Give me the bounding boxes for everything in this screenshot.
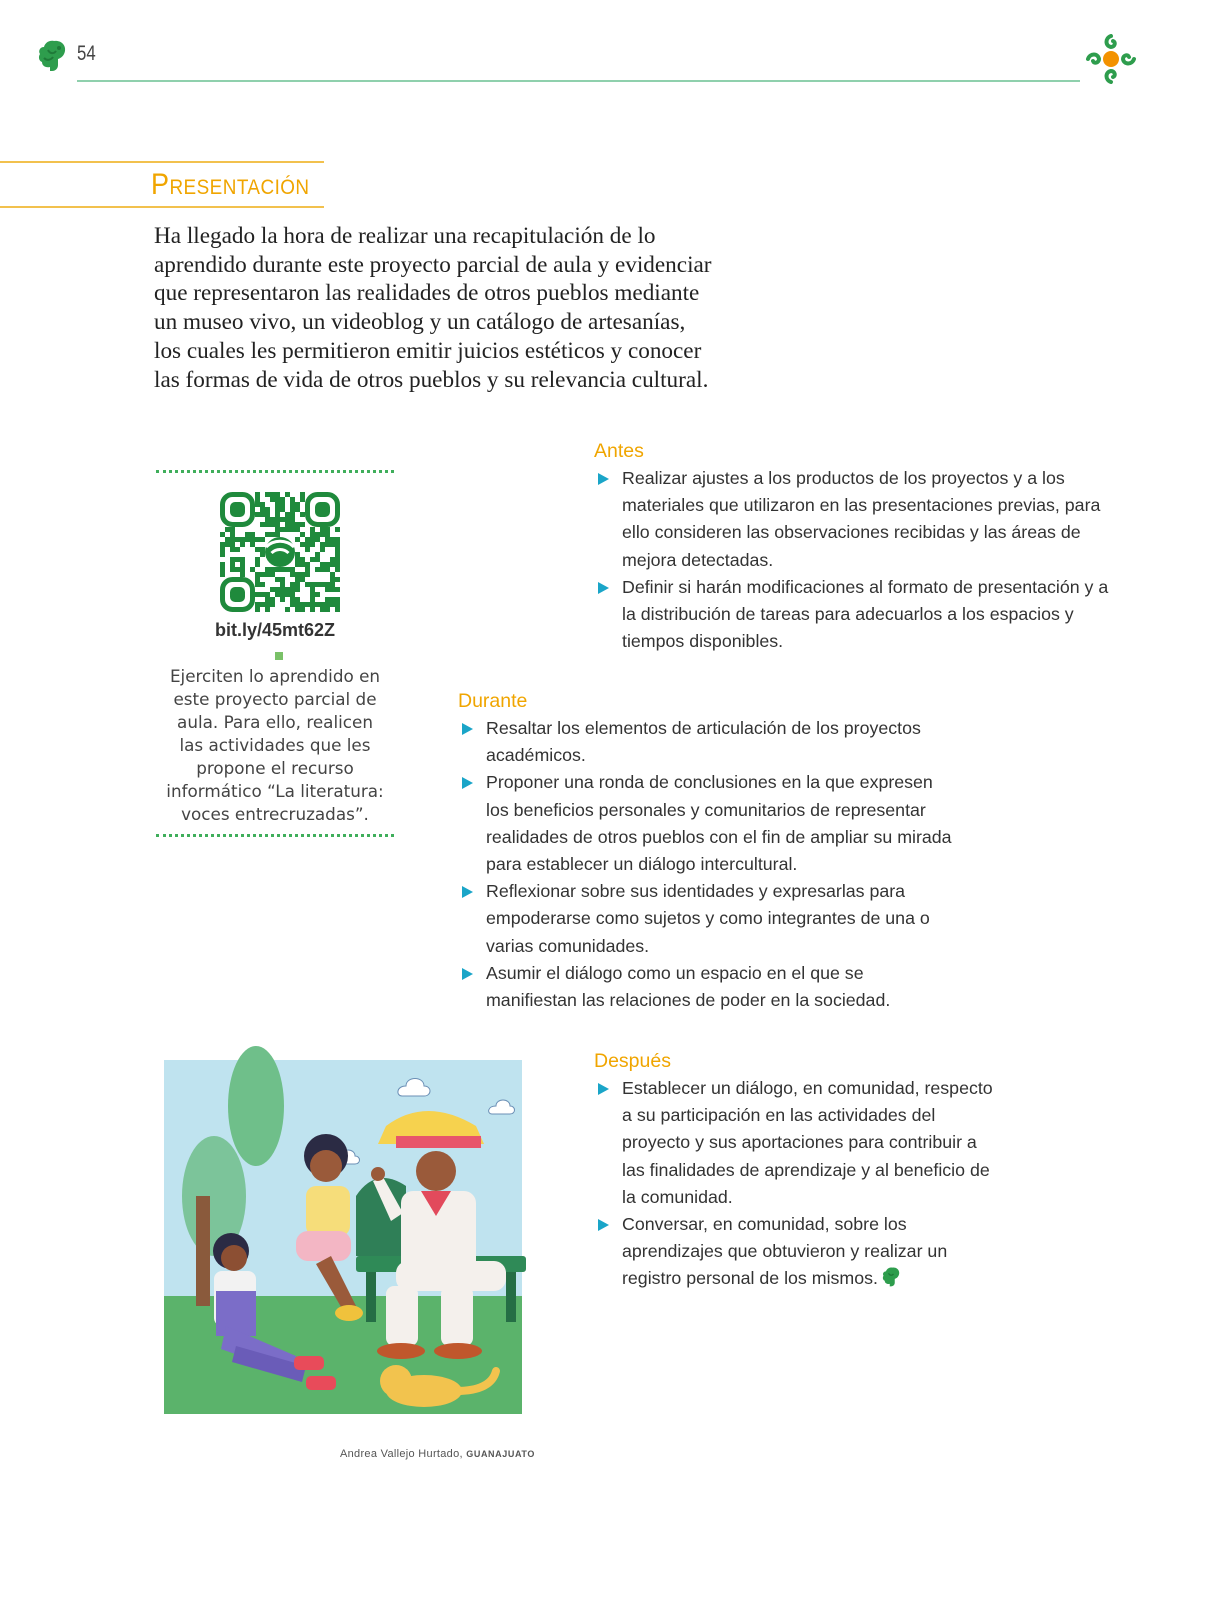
list-item [594, 465, 1114, 574]
intro-line: que representaron las realidades de otros pueblos mediante [154, 280, 700, 307]
page-number: 54 [77, 42, 96, 65]
antes-heading: Antes [594, 440, 644, 462]
list-item [458, 769, 958, 878]
leaf-head-icon [36, 38, 68, 74]
list-item [594, 1075, 994, 1211]
small-square-icon [275, 652, 283, 660]
list-item-text: Resaltar los elementos de articulación de los proyectos académicos. [486, 718, 921, 766]
triangle-bullet-icon [462, 777, 473, 789]
triangle-bullet-icon [462, 723, 473, 735]
intro-line: un museo vivo, un videoblog y un catálogo de artesanías, [154, 309, 686, 336]
flower-logo-icon [1085, 34, 1137, 84]
heading-rule-bottom [0, 206, 324, 208]
durante-list [458, 715, 958, 1014]
list-item-text: Reflexionar sobre sus identidades y expresarlas para empoderarse como sujetos y como integrantes de una o varias comunidades. [486, 881, 930, 956]
list-item-text: Establecer un diálogo, en comunidad, respecto a su participación en las actividades del proyecto y sus aportaciones para contribuir a las finalidades de aprendizaje y al beneficio de la comunidad. [622, 1078, 993, 1207]
triangle-bullet-icon [462, 886, 473, 898]
intro-paragraph [154, 222, 714, 394]
illustration-children-on-bench [156, 1046, 536, 1430]
intro-line: los cuales les permitieron emitir juicios estéticos y conocer [154, 337, 702, 364]
list-item [458, 715, 958, 769]
list-item-text: Definir si harán modificaciones al formato de presentación y a la distribución de tareas para adecuarlos a los espacios y tiempos disponibles. [622, 576, 1109, 652]
list-item [458, 960, 958, 1014]
list-item [594, 574, 1114, 656]
section-title: Presentación [151, 168, 310, 201]
despues-heading: Después [594, 1050, 671, 1072]
qr-caption: Ejerciten lo aprendido en este proyecto parcial de aula. Para ello, realicen las actividades que les propone el recurso informático “La literatura: voces entrecruzadas”. [166, 666, 384, 824]
qr-code[interactable] [220, 492, 340, 612]
triangle-bullet-icon [598, 1083, 609, 1095]
intro-line: aprendido durante este proyecto parcial de aula y evidenciar [154, 251, 712, 278]
triangle-bullet-icon [598, 473, 609, 485]
illustration-credit [340, 1448, 535, 1460]
qr-link[interactable]: bit.ly/45mt62Z [214, 620, 336, 640]
list-item-text: Proponer una ronda de conclusiones en la que expresen los beneficios personales y comunitarios de representar realidades de otros pueblos con el fin de ampliar su mirada para establecer un diálogo intercultural. [486, 772, 952, 875]
list-item [594, 1211, 994, 1293]
list-item [458, 878, 958, 960]
triangle-bullet-icon [598, 1219, 609, 1231]
list-item-text: Conversar, en comunidad, sobre los aprendizajes que obtuvieron y realizar un registro personal de los mismos. [622, 1214, 948, 1289]
qr-box-top-border [156, 470, 394, 473]
antes-list [594, 465, 1114, 655]
intro-line: Ha llegado la hora de realizar una recapitulación de lo [154, 223, 656, 249]
header-rule [77, 80, 1080, 82]
list-item-text: Realizar ajustes a los productos de los proyectos y a los materiales que utilizaron en las presentaciones previas, para ello consideren las observaciones recibidas y las áreas de mejora detectadas. [622, 468, 1101, 570]
triangle-bullet-icon [462, 968, 473, 980]
qr-box-bottom-border [156, 834, 394, 837]
list-item-text: Asumir el diálogo como un espacio en el que se manifiestan las relaciones de poder en la sociedad. [486, 962, 891, 1011]
heading-rule-top [0, 161, 324, 163]
credit-name: Andrea Vallejo Hurtado, [340, 1448, 463, 1460]
leaf-head-icon [881, 1265, 901, 1289]
triangle-bullet-icon [598, 582, 609, 594]
intro-line: las formas de vida de otros pueblos y su relevancia cultural. [154, 366, 709, 393]
despues-list [594, 1075, 994, 1293]
credit-place: GUANAJUATO [466, 1449, 535, 1459]
durante-heading: Durante [458, 690, 528, 712]
